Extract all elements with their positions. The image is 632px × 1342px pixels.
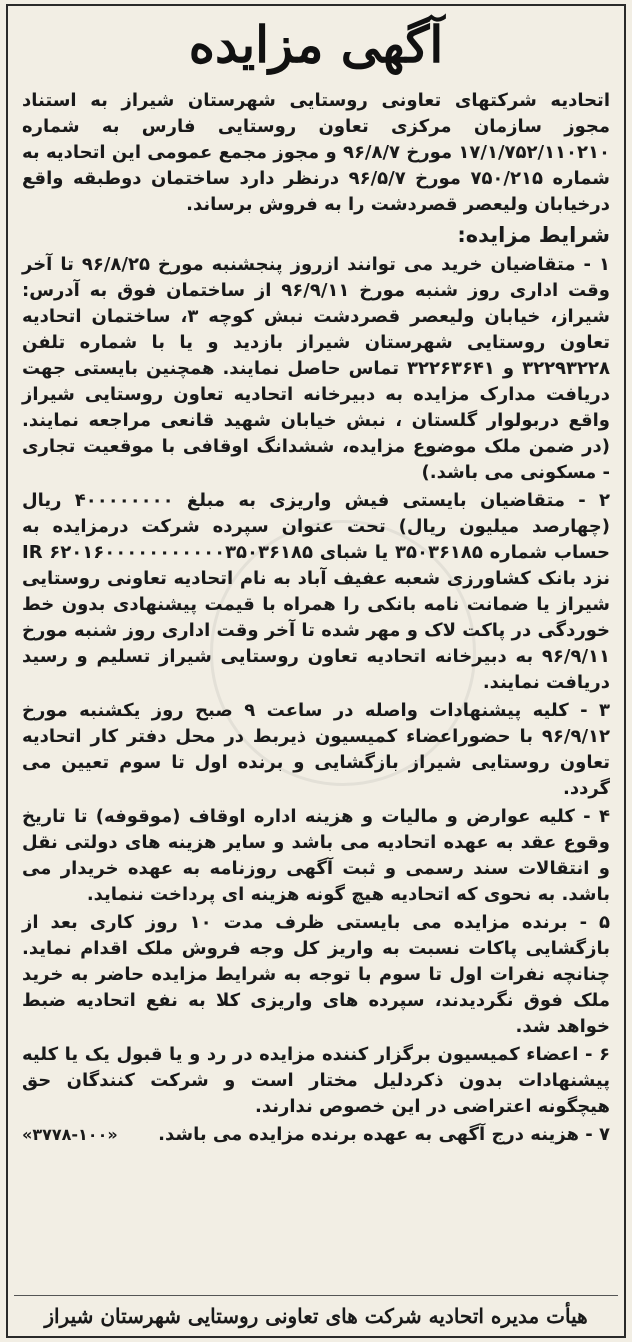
- conditions-heading: شرایط مزایده:: [457, 223, 610, 247]
- notice-intro: اتحادیه شرکتهای تعاونی روستایی شهرستان شیراز به استناد مجوز سازمان مرکزی تعاون روستایی فارس به شماره ۱۷/۱/۷۵۲/۱۱۰۲۱۰ مورخ ۹۶/۸/۷ و مجوز مجمع عمومی این اتحادیه به شماره ۷۵۰/۲۱۵ مورخ ۹۶/۵/۷ درنظر دارد ساختمان دوطبقه واقع درخیابان ولیعصر قصردشت را به فروش برساند.: [22, 90, 610, 215]
- notice-title: آگهی مزایده: [188, 15, 444, 74]
- condition-item-5: ۵ - برنده مزایده می بایستی ظرف مدت ۱۰ روز کاری بعد از بازگشایی پاکات نسبت به واریز کل وجه فروش ملک اقدام نماید. چنانچه نفرات اول تا سوم با توجه به شرایط مزایده حاضر به خرید ملک فوق نگردیدند، سپرده های واریزی کلا به نفع اتحادیه ضبط خواهد شد.: [22, 912, 610, 1037]
- condition-item-4: ۴ - کلیه عوارض و مالیات و هزینه اداره اوقاف (موقوفه) تا تاریخ وقوع عقد به عهده اتحادیه می باشد و سایر هزینه های دولتی نقل و انتقالات سند رسمی و ثبت آگهی روزنامه به عهده خریدار می باشد. به نحوی که اتحادیه هیچ گونه هزینه ای پرداخت ننماید.: [22, 806, 610, 905]
- condition-item-1: ۱ - متقاضیان خرید می توانند ازروز پنجشنبه مورخ ۹۶/۸/۲۵ تا آخر وقت اداری روز شنبه مورخ ۹۶/۹/۱۱ از ساختمان فوق به آدرس: شیراز، خیابان ولیعصر قصردشت نبش کوچه ۳، ساختمان اتحادیه تعاون روستایی شهرستان شیراز بازدید و یا با شماره تلفن ۳۲۲۹۳۲۲۸ و ۳۲۲۶۳۶۴۱ تماس حاصل نمایند. همچنین بایستی جهت دریافت مدارک مزایده به دبیرخانه اتحادیه تعاون روستایی شیراز واقع دربولوار گلستان ، نبش خیابان شهید قانعی مراجعه نمایند. (در ضمن ملک موضوع مزایده، ششدانگ اوقافی با موقعیت تجاری - مسکونی می باشد.): [22, 254, 611, 483]
- condition-item-2: ۲ - متقاضیان بایستی فیش واریزی به مبلغ ۴۰۰۰۰۰۰۰۰ ریال (چهارصد میلیون ریال) تحت عنوان سپرده شرکت درمزایده به حساب شماره ۳۵۰۳۶۱۸۵ یا شبای IR ۶۲۰۱۶۰۰۰۰۰۰۰۰۰۰۰۳۵۰۳۶۱۸۵ نزد بانک کشاورزی شعبه عفیف آباد به نام اتحادیه تعاونی روستایی شیراز یا ضمانت نامه بانکی را همراه با قیمت پیشنهادی بدون خط خوردگی در پاکت لاک و مهر شده تا آخر وقت اداری روز شنبه مورخ ۹۶/۹/۱۱ به دبیرخانه اتحادیه تعاون روستایی شیراز تسلیم و رسید دریافت نمایند.: [22, 490, 611, 693]
- condition-item-7: ۷ - هزینه درج آگهی به عهده برنده مزایده می باشد.: [158, 1124, 610, 1145]
- notice-code: «۳۷۷۸-۱۰۰»: [22, 1125, 118, 1144]
- condition-item-3: ۳ - کلیه پیشنهادات واصله در ساعت ۹ صبح روز یکشنبه مورخ ۹۶/۹/۱۲ با حضوراعضاء کمیسیون ذیربط در محل دفتر کار اتحادیه تعاون روستایی شیراز بازگشایی و برنده اول تا سوم تعیین می گردد.: [22, 700, 611, 799]
- signature-line: هیأت مدیره اتحادیه شرکت های تعاونی روستایی شهرستان شیراز: [14, 1295, 618, 1336]
- condition-item-6: ۶ - اعضاء کمیسیون برگزار کننده مزایده در رد و یا قبول یک یا کلیه پیشنهادات بدون ذکردلیل مختار است و شرکت کنندگان حق هیچگونه اعتراضی در این خصوص ندارند.: [22, 1044, 610, 1117]
- last-condition-row: [22, 1122, 610, 1148]
- notice-body: [22, 88, 610, 1148]
